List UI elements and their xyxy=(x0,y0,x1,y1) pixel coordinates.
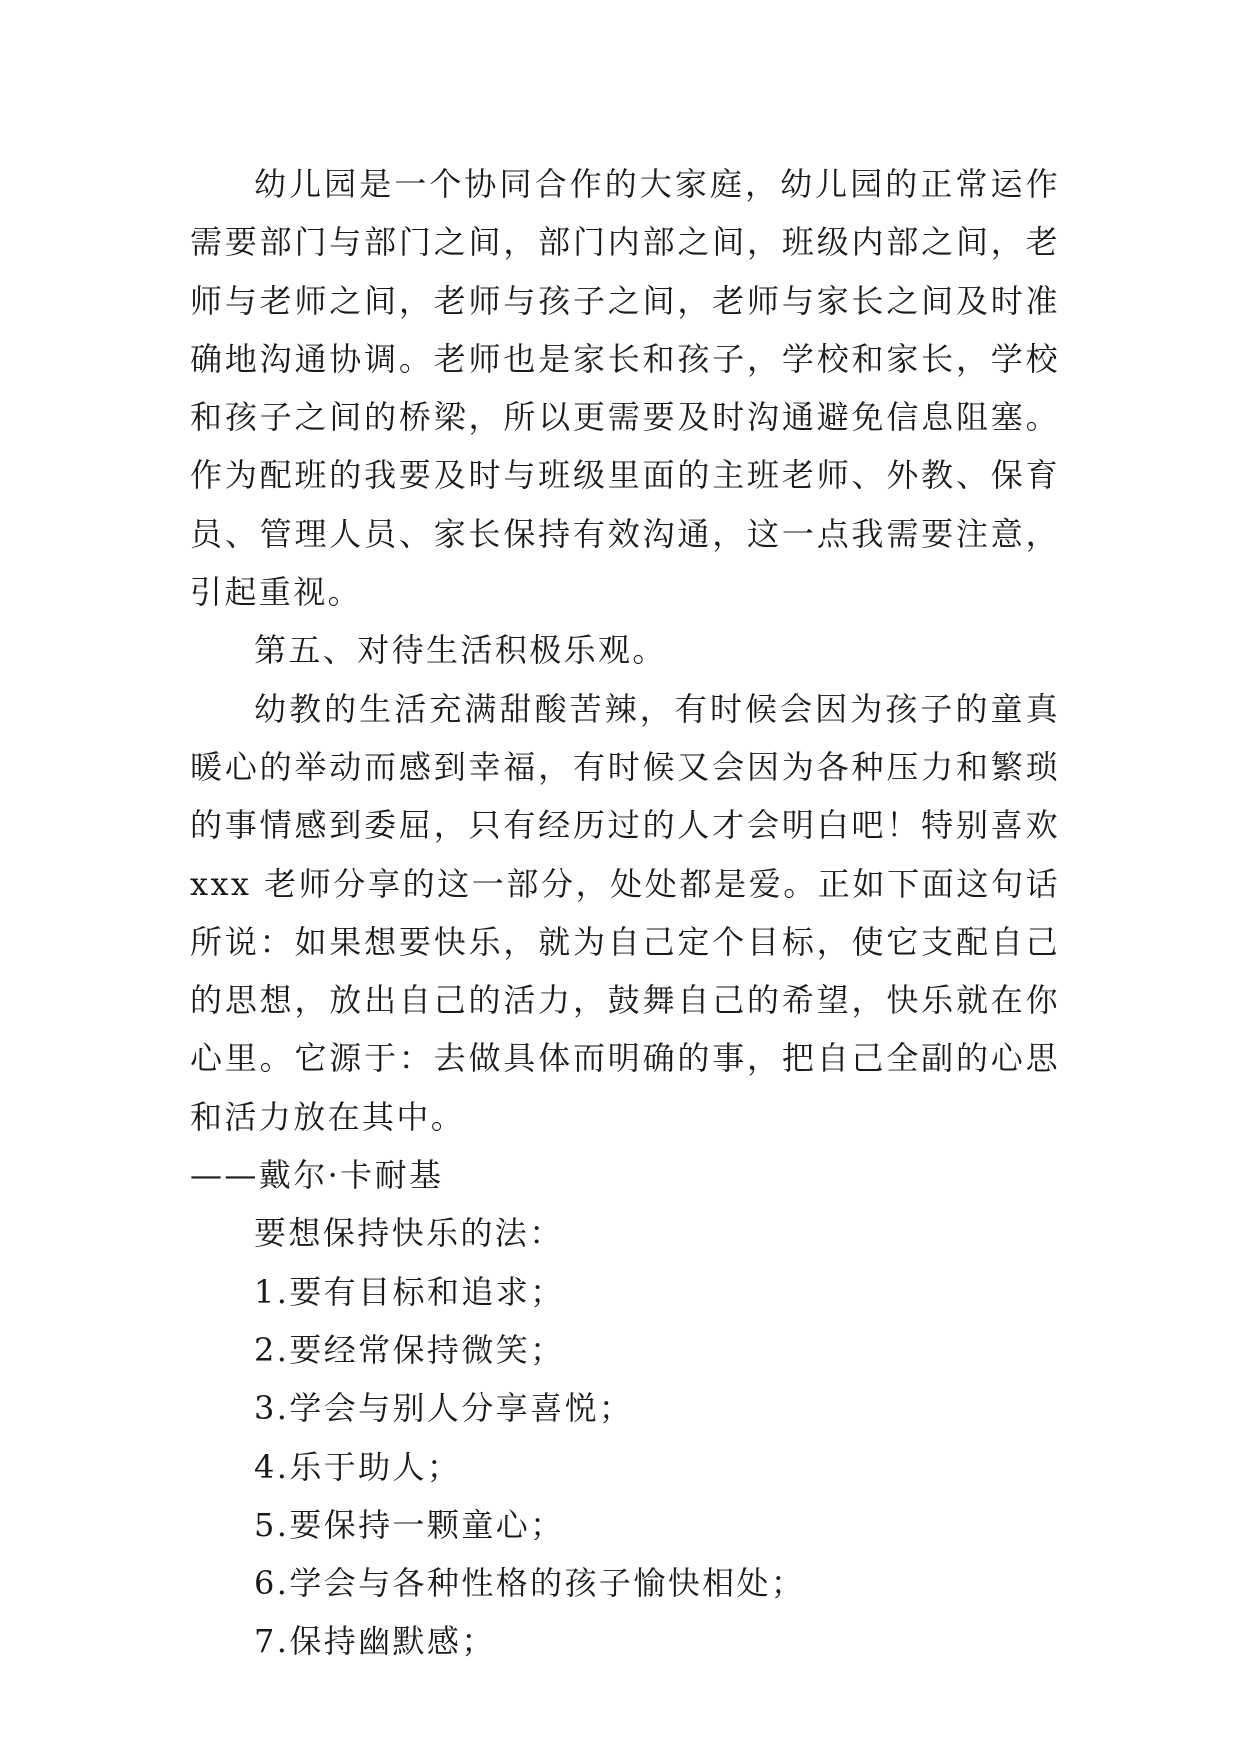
document-body xyxy=(190,155,1060,1671)
list-item-1: 1.要有目标和追求； xyxy=(254,1272,565,1311)
list-item-3: 3.学会与别人分享喜悦； xyxy=(254,1389,634,1428)
list-item-7: 7.保持幽默感； xyxy=(254,1622,496,1661)
list-item-4: 4.乐于助人； xyxy=(254,1447,462,1486)
quote-attribution: ——戴尔·卡耐基 xyxy=(190,1156,444,1195)
list-intro: 要想保持快乐的法： xyxy=(254,1214,564,1253)
section-heading-fifth: 第五、对待生活积极乐观。 xyxy=(254,631,667,670)
paragraph-communication: 幼儿园是一个协同合作的大家庭，幼儿园的正常运作需要部门与部门之间，部门内部之间，班级内部之间，老师与老师之间，老师与孩子之间，老师与家长之间及时准确地沟通协调。老师也是家长和孩子，学校和家长，学校和孩子之间的桥梁，所以更需要及时沟通避免信息阻塞。作为配班的我要及时与班级里面的主班老师、外教、保育员、管理人员、家长保持有效沟通，这一点我需要注意，引起重视。 xyxy=(190,165,1060,612)
list-item-2: 2.要经常保持微笑； xyxy=(254,1330,565,1369)
list-item-5: 5.要保持一颗童心； xyxy=(254,1505,565,1544)
list-item-6: 6.学会与各种性格的孩子愉快相处； xyxy=(254,1564,806,1603)
paragraph-happiness: 幼教的生活充满甜酸苦辣，有时候会因为孩子的童真暖心的举动而感到幸福，有时候又会因为各种压力和繁琐的事情感到委屈，只有经历过的人才会明白吧！特别喜欢 xxx 老师分享的这一部分，处处都是爱。正如下面这句话所说：如果想要快乐，就为自己定个目标，使它支配自己的思想，放出自己的活力，鼓舞自己的希望，快乐就在你心里。它源于：去做具体而明确的事，把自己全副的心思和活力放在其中。 xyxy=(190,689,1060,1136)
